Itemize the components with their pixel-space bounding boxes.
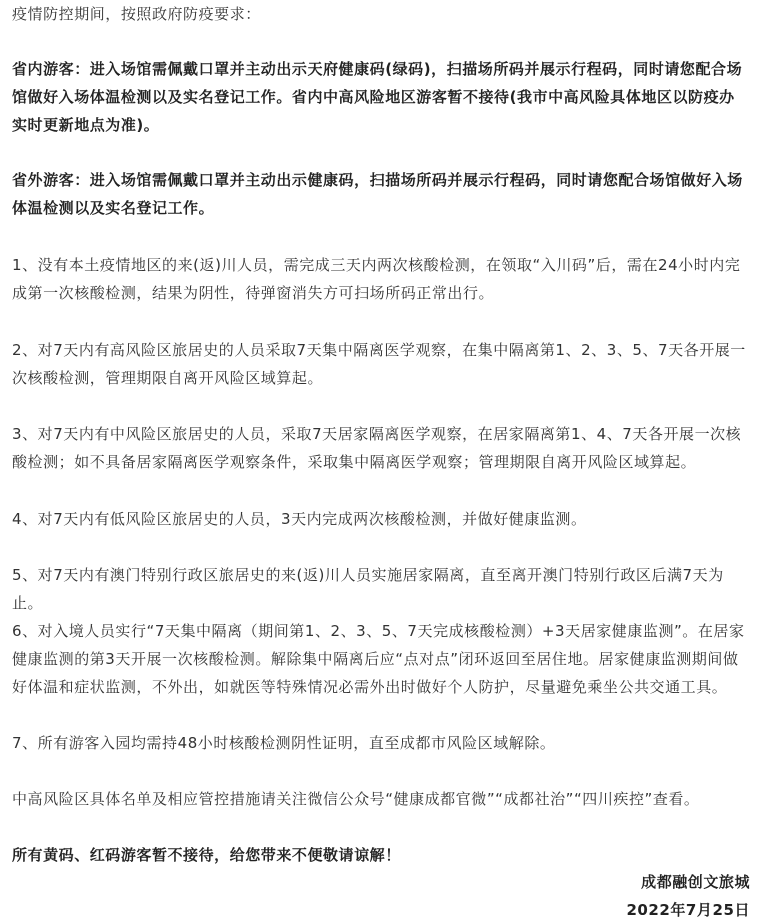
organization-name: 成都融创文旅城 bbox=[641, 873, 750, 891]
rule-item: 5、对7天内有澳门特别行政区旅居史的来(返)川人员实施居家隔离，直至离开澳门特别行政区后满7天为止。 bbox=[12, 566, 724, 612]
notice-date: 2022年7月25日 bbox=[626, 901, 750, 919]
rule-item: 7、所有游客入园均需持48小时核酸检测阴性证明，直至成都市风险区域解除。 bbox=[12, 734, 556, 752]
in-province-visitors-rule: 省内游客：进入场馆需佩戴口罩并主动出示天府健康码(绿码)，扫描场所码并展示行程码，同时请您配合场馆做好入场体温检测以及实名登记工作。省内中高风险地区游客暂不接待(我市中高风险具体地区以防疫办实时更新地点为准)。 bbox=[12, 60, 743, 134]
risk-area-info-note: 中高风险区具体名单及相应管控措施请关注微信公众号“健康成都官微”“成都社治”“四川疾控”查看。 bbox=[12, 790, 700, 808]
rule-item: 2、对7天内有高风险区旅居史的人员采取7天集中隔离医学观察，在集中隔离第1、2、3、5、7天各开展一次核酸检测，管理期限自离开风险区域算起。 bbox=[12, 341, 746, 387]
rule-item: 1、没有本土疫情地区的来(返)川人员，需完成三天内两次核酸检测，在领取“入川码”后，需在24小时内完成第一次核酸检测，结果为阴性，待弹窗消失方可扫场所码正常出行。 bbox=[12, 256, 741, 302]
out-of-province-visitors-rule: 省外游客：进入场馆需佩戴口罩并主动出示健康码，扫描场所码并展示行程码，同时请您配合场馆做好入场体温检测以及实名登记工作。 bbox=[12, 171, 743, 217]
rule-item: 3、对7天内有中风险区旅居史的人员，采取7天居家隔离医学观察，在居家隔离第1、4、7天各开展一次核酸检测；如不具备居家隔离医学观察条件，采取集中隔离医学观察；管理期限自离开风险区域算起。 bbox=[12, 425, 742, 471]
rule-item: 4、对7天内有低风险区旅居史的人员，3天内完成两次核酸检测，并做好健康监测。 bbox=[12, 510, 587, 528]
notice-intro: 疫情防控期间，按照政府防疫要求： bbox=[12, 5, 261, 23]
signature-block bbox=[626, 868, 750, 924]
rule-item: 6、对入境人员实行“7天集中隔离（期间第1、2、3、5、7天完成核酸检测）+3天居家健康监测”。在居家健康监测的第3天开展一次核酸检测。解除集中隔离后应“点对点”闭环返回至居住地。居家健康监测期间做好体温和症状监测，不外出，如就医等特殊情况必需外出时做好个人防护，尽量避免乘坐公共交通工具。 bbox=[12, 622, 745, 696]
closing-statement: 所有黄码、红码游客暂不接待，给您带来不便敬请谅解！ bbox=[12, 846, 401, 864]
